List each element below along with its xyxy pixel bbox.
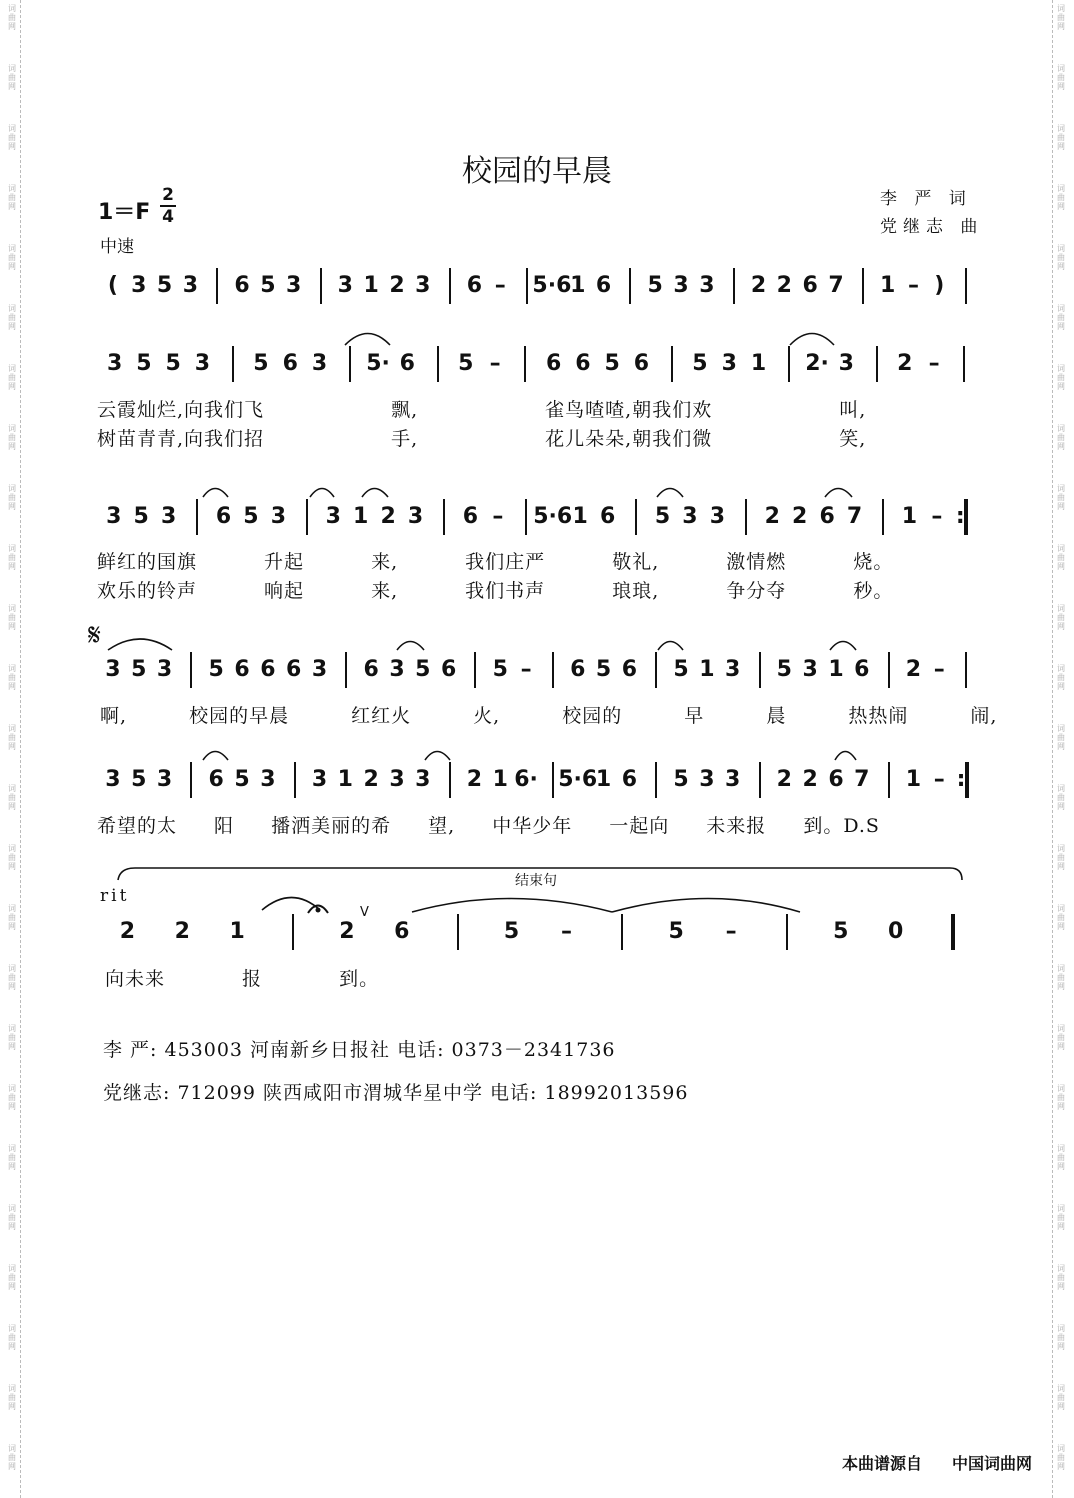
watermark-text: 词 曲 网 bbox=[1057, 4, 1065, 31]
note: 6 bbox=[621, 767, 638, 792]
watermark-text: 词 曲 网 bbox=[8, 544, 16, 571]
note: 5 bbox=[131, 767, 147, 792]
note: 3 bbox=[105, 767, 121, 792]
watermark-text: 词 曲 网 bbox=[8, 1444, 16, 1471]
slur bbox=[397, 642, 424, 651]
note: 6 bbox=[282, 351, 298, 376]
slur bbox=[310, 489, 334, 498]
composer-credit: 党继志 曲 bbox=[880, 217, 984, 237]
note: 6 bbox=[394, 919, 410, 944]
watermark-text: 词 曲 网 bbox=[8, 364, 16, 391]
watermark-text: 词 曲 网 bbox=[1057, 724, 1065, 751]
note: 6 bbox=[208, 767, 224, 792]
note: 5 bbox=[133, 504, 149, 529]
note: 3 bbox=[415, 767, 431, 792]
note: 5 bbox=[136, 351, 152, 376]
note: 6 bbox=[286, 657, 302, 682]
watermark-text: 词 曲 网 bbox=[1057, 904, 1065, 931]
watermark-text: 词 曲 网 bbox=[1057, 124, 1065, 151]
note: 3 bbox=[673, 273, 689, 298]
note: 5·6 bbox=[558, 767, 598, 792]
coda-bracket bbox=[118, 868, 962, 880]
note: 1 bbox=[363, 273, 379, 298]
watermark-text: 词 曲 网 bbox=[1057, 184, 1065, 211]
note: 5 bbox=[595, 657, 612, 682]
note: 1 bbox=[572, 504, 588, 529]
note: 6 bbox=[570, 657, 586, 682]
note: 3 bbox=[802, 657, 818, 682]
slur bbox=[345, 334, 390, 346]
note: 5 bbox=[458, 351, 474, 376]
watermark-text: 词 曲 网 bbox=[1057, 604, 1065, 631]
slur bbox=[658, 642, 683, 651]
slur bbox=[203, 489, 228, 498]
watermark-text: 词 曲 网 bbox=[8, 244, 16, 271]
note: 2 bbox=[380, 504, 396, 529]
slur bbox=[830, 642, 856, 651]
note: 5 bbox=[243, 504, 259, 529]
song-title: 校园的早晨 bbox=[462, 154, 612, 189]
time-signature-bottom: 4 bbox=[162, 207, 174, 227]
note: 6 bbox=[545, 351, 562, 376]
note: 2 bbox=[802, 767, 818, 792]
watermark-text: 词 曲 网 bbox=[8, 484, 16, 511]
note: 5 bbox=[492, 657, 508, 682]
watermark-text: 词 曲 网 bbox=[1057, 1264, 1065, 1291]
footer-site-name[interactable]: 中国词曲网 bbox=[952, 1454, 1033, 1473]
breath-mark: V bbox=[360, 905, 369, 920]
note: 1 bbox=[905, 767, 922, 792]
note: 3 bbox=[721, 351, 737, 376]
note: 6 bbox=[819, 504, 835, 529]
note: 5 bbox=[260, 273, 276, 298]
note: 2 bbox=[389, 273, 405, 298]
note: 6 bbox=[621, 657, 638, 682]
note: ) bbox=[934, 273, 945, 298]
note: 6 bbox=[440, 657, 457, 682]
lyricist-credit: 李 严 词 bbox=[880, 189, 972, 209]
lyrics-row5: 希望的太 阳 播洒美丽的希 望, 中华少年 一起向 未来报 到。D.S bbox=[97, 815, 880, 837]
note: 3 bbox=[709, 504, 725, 529]
note: 6 bbox=[599, 504, 616, 529]
watermark-text: 词 曲 网 bbox=[8, 1384, 16, 1411]
note: 3 bbox=[311, 767, 328, 792]
note: 1 bbox=[901, 504, 918, 529]
watermark-text: 词 曲 网 bbox=[1057, 1324, 1065, 1351]
note: 6 bbox=[234, 657, 250, 682]
slur bbox=[657, 489, 683, 498]
note: 1 bbox=[699, 657, 715, 682]
note: 1 bbox=[229, 919, 245, 944]
note: 3 bbox=[725, 657, 741, 682]
contact-composer: 党继志: 712099 陕西咸阳市渭城华星中学 电话: 18992013596 bbox=[103, 1082, 689, 1104]
footer-source-label: 本曲谱源自 bbox=[842, 1454, 923, 1473]
lyrics-row6: 向未来 报 到。 bbox=[105, 968, 380, 990]
note: 6 bbox=[575, 351, 591, 376]
contact-lyricist: 李 严: 453003 河南新乡日报社 电话: 0373－2341736 bbox=[103, 1039, 616, 1061]
note: 5·6 bbox=[532, 273, 572, 298]
note: 2 bbox=[363, 767, 379, 792]
note: 7 bbox=[854, 767, 870, 792]
note: 5 bbox=[692, 351, 708, 376]
note: 5 bbox=[415, 657, 431, 682]
note: 2 bbox=[905, 657, 922, 682]
note: 6 bbox=[260, 657, 276, 682]
watermark-text: 词 曲 网 bbox=[8, 304, 16, 331]
note: 3 bbox=[407, 504, 424, 529]
note: – bbox=[933, 767, 945, 792]
lyrics-row3-verse2: 欢乐的铃声 响起 来, 我们书声 琅琅, 争分夺 秒。 bbox=[97, 580, 894, 602]
note: 3 bbox=[838, 351, 854, 376]
note: 1 bbox=[570, 273, 586, 298]
note: 1 bbox=[879, 273, 896, 298]
note: 5 bbox=[654, 504, 671, 529]
note: 2 bbox=[174, 919, 190, 944]
watermark-text: 词 曲 网 bbox=[8, 1264, 16, 1291]
note: 3 bbox=[682, 504, 698, 529]
note: 1 bbox=[750, 351, 767, 376]
lyrics-row4: 啊, 校园的早晨 红红火 火, 校园的 早 晨 热热闹 闹, bbox=[100, 705, 998, 727]
note: 6 bbox=[399, 351, 415, 376]
segno-sign: 𝄋 bbox=[88, 618, 101, 653]
note: 6 bbox=[462, 504, 479, 529]
watermark-text: 词 曲 网 bbox=[8, 904, 16, 931]
watermark-text: 词 曲 网 bbox=[1057, 484, 1065, 511]
note: 1 bbox=[337, 767, 353, 792]
note: 3 bbox=[270, 504, 286, 529]
note: – bbox=[560, 919, 572, 944]
note: – bbox=[489, 351, 501, 376]
watermark-text: 词 曲 网 bbox=[8, 784, 16, 811]
watermark-text: 词 曲 网 bbox=[1057, 424, 1065, 451]
watermark-text: 词 曲 网 bbox=[1057, 1024, 1065, 1051]
note: ( bbox=[107, 273, 118, 298]
note: 6· bbox=[514, 767, 538, 792]
watermark-text: 词 曲 网 bbox=[1057, 1204, 1065, 1231]
note: 3 bbox=[725, 767, 741, 792]
watermark-text: 词 曲 网 bbox=[8, 1144, 16, 1171]
note: 5· bbox=[366, 351, 390, 376]
watermark-text: 词 曲 网 bbox=[8, 1324, 16, 1351]
note: 5 bbox=[647, 273, 663, 298]
watermark-text: 词 曲 网 bbox=[1057, 1084, 1065, 1111]
note: 5 bbox=[833, 919, 849, 944]
note: 2 bbox=[466, 767, 483, 792]
watermark-text: 词 曲 网 bbox=[1057, 304, 1065, 331]
note: 0 bbox=[888, 919, 904, 944]
note: 5·6 bbox=[533, 504, 573, 529]
watermark-text: 词 曲 网 bbox=[1057, 64, 1065, 91]
watermark-text: 词 曲 网 bbox=[1057, 964, 1065, 991]
note: 6 bbox=[633, 351, 650, 376]
note: 2· bbox=[805, 351, 829, 376]
note: – bbox=[520, 657, 532, 682]
lyrics-row2-verse1: 云霞灿烂,向我们飞 飘, 雀鸟喳喳,朝我们欢 叫, bbox=[97, 399, 867, 421]
watermark-text: 词 曲 网 bbox=[8, 64, 16, 91]
note: 3 bbox=[105, 657, 121, 682]
note: 2 bbox=[750, 273, 767, 298]
watermark-text: 词 曲 网 bbox=[1057, 1444, 1065, 1471]
note: 3 bbox=[182, 273, 199, 298]
note: – bbox=[928, 351, 940, 376]
note: – bbox=[933, 657, 945, 682]
note: 5 bbox=[604, 351, 620, 376]
rit-marking: rit bbox=[100, 886, 130, 906]
note: 2 bbox=[897, 351, 913, 376]
note: 2 bbox=[339, 919, 355, 944]
note: – bbox=[494, 273, 506, 298]
watermark-text: 词 曲 网 bbox=[8, 664, 16, 691]
note: 3 bbox=[311, 657, 328, 682]
note: 5 bbox=[503, 919, 520, 944]
slur bbox=[362, 489, 388, 498]
note: 6 bbox=[595, 273, 612, 298]
tempo-marking: 中速 bbox=[100, 237, 134, 257]
note: 3 bbox=[325, 504, 341, 529]
note: 3 bbox=[415, 273, 431, 298]
watermark-text: 词 曲 网 bbox=[1057, 544, 1065, 571]
note: 6 bbox=[854, 657, 870, 682]
slur bbox=[825, 489, 852, 498]
watermark-text: 词 曲 网 bbox=[8, 964, 16, 991]
note: 3 bbox=[699, 273, 715, 298]
note: 2 bbox=[119, 919, 136, 944]
note: 3 bbox=[286, 273, 302, 298]
slur bbox=[425, 752, 450, 761]
watermark-text: 词 曲 网 bbox=[8, 1204, 16, 1231]
note: 5 bbox=[776, 657, 792, 682]
note: 7 bbox=[828, 273, 844, 298]
watermark-text: 词 曲 网 bbox=[8, 844, 16, 871]
watermark-text: 词 曲 网 bbox=[1057, 364, 1065, 391]
note: 5 bbox=[673, 767, 689, 792]
watermark-text: 词 曲 网 bbox=[1057, 844, 1065, 871]
note: 3 bbox=[106, 504, 122, 529]
note: – bbox=[492, 504, 504, 529]
watermark-text: 词 曲 网 bbox=[8, 124, 16, 151]
note: 3 bbox=[194, 351, 211, 376]
note: 5 bbox=[208, 657, 224, 682]
note: – bbox=[725, 919, 737, 944]
slur bbox=[790, 334, 834, 346]
watermark-text: 词 曲 网 bbox=[1057, 1144, 1065, 1171]
repeat-dots: : bbox=[955, 504, 965, 529]
slur bbox=[203, 752, 228, 761]
watermark-text: 词 曲 网 bbox=[1057, 1384, 1065, 1411]
key-signature: 1＝F bbox=[98, 200, 151, 225]
note: 1 bbox=[828, 657, 844, 682]
note: 3 bbox=[337, 273, 353, 298]
coda-label: 结束句 bbox=[515, 873, 557, 889]
note: 1 bbox=[595, 767, 612, 792]
watermark-text: 词 曲 网 bbox=[8, 724, 16, 751]
note: 2 bbox=[776, 767, 792, 792]
note: 5 bbox=[165, 351, 181, 376]
watermark-text: 词 曲 网 bbox=[1057, 784, 1065, 811]
note: 7 bbox=[846, 504, 863, 529]
note: 5 bbox=[234, 767, 250, 792]
note: 3 bbox=[106, 351, 123, 376]
note: 3 bbox=[260, 767, 276, 792]
note: 6 bbox=[363, 657, 379, 682]
note: 5 bbox=[668, 919, 684, 944]
watermark-text: 词 曲 网 bbox=[8, 184, 16, 211]
note: 2 bbox=[764, 504, 780, 529]
watermark-text: 词 曲 网 bbox=[8, 1084, 16, 1111]
watermark-text: 词 曲 网 bbox=[1057, 664, 1065, 691]
note: 3 bbox=[156, 657, 173, 682]
note: – bbox=[931, 504, 943, 529]
watermark-text: 词 曲 网 bbox=[8, 604, 16, 631]
note: 3 bbox=[156, 767, 173, 792]
watermark-text: 词 曲 网 bbox=[8, 1024, 16, 1051]
note: 5 bbox=[253, 351, 269, 376]
note: 5 bbox=[156, 273, 173, 298]
note: 2 bbox=[776, 273, 792, 298]
lyrics-row2-verse2: 树苗青青,向我们招 手, 花儿朵朵,朝我们微 笑, bbox=[97, 428, 867, 450]
note: 6 bbox=[828, 767, 844, 792]
note: 5 bbox=[673, 657, 689, 682]
note: 6 bbox=[802, 273, 818, 298]
note: 1 bbox=[492, 767, 508, 792]
repeat-dots: : bbox=[956, 767, 966, 792]
note: 3 bbox=[389, 657, 405, 682]
note: 3 bbox=[160, 504, 177, 529]
tie bbox=[412, 899, 612, 913]
note: 3 bbox=[131, 273, 147, 298]
watermark-text: 词 曲 网 bbox=[8, 4, 16, 31]
note: 6 bbox=[234, 273, 250, 298]
note: 3 bbox=[311, 351, 328, 376]
note: 2 bbox=[792, 504, 808, 529]
note: 6 bbox=[466, 273, 483, 298]
watermark-text: 词 曲 网 bbox=[1057, 244, 1065, 271]
time-signature-top: 2 bbox=[162, 185, 174, 205]
note: 5 bbox=[131, 657, 147, 682]
note: 1 bbox=[353, 504, 369, 529]
watermark-text: 词 曲 网 bbox=[8, 424, 16, 451]
slur bbox=[835, 752, 856, 761]
note: 6 bbox=[215, 504, 232, 529]
note: – bbox=[907, 273, 919, 298]
slur bbox=[108, 639, 172, 650]
note: 3 bbox=[389, 767, 405, 792]
lyrics-row3-verse1: 鲜红的国旗 升起 来, 我们庄严 敬礼, 激情燃 烧。 bbox=[97, 551, 894, 573]
tie bbox=[612, 899, 800, 913]
note: 3 bbox=[699, 767, 715, 792]
